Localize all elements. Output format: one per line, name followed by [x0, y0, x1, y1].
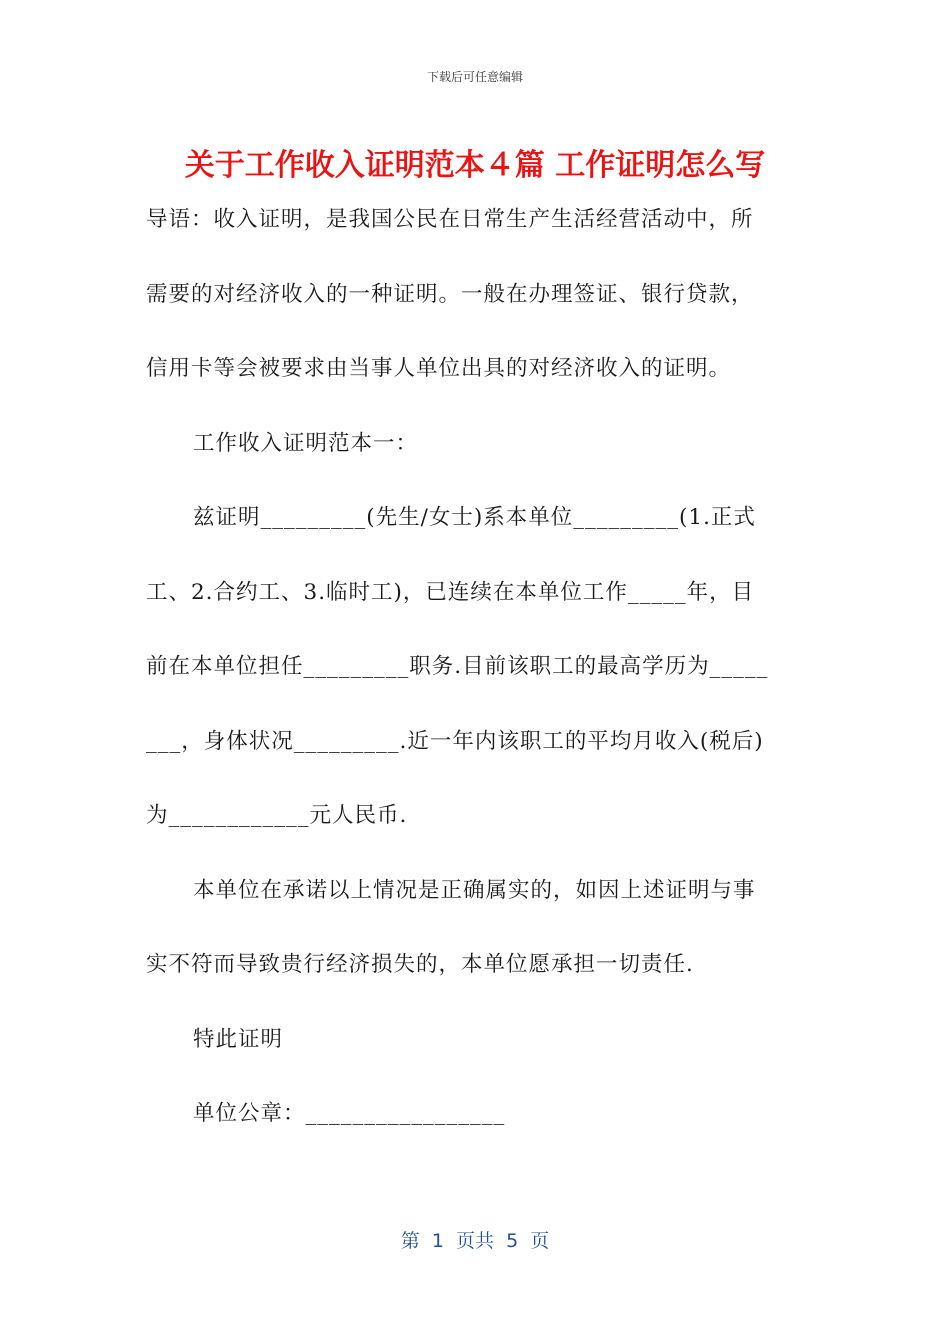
section-heading: 工作收入证明范本一：: [193, 430, 419, 456]
closing-line: 特此证明: [193, 1026, 284, 1052]
paragraph-line: 兹证明_________(先生/女士)系本单位_________(1.正式: [193, 505, 756, 530]
download-note: 下载后可任意编辑: [426, 70, 523, 84]
paragraph-line: ___，身体状况_________.近一年内该职工的平均月收入(税后): [146, 728, 764, 754]
paragraph-line: 为____________元人民币.: [146, 803, 408, 828]
paragraph-line: 本单位在承诺以上情况是正确属实的，如因上述证明与事: [193, 877, 756, 903]
paragraph-line: 实不符而导致贵行经济损失的，本单位愿承担一切责任.: [146, 952, 694, 977]
paragraph-line: 导语：收入证明，是我国公民在日常生产生活经营活动中，所: [146, 207, 754, 232]
page-number: 第 1 页共 5 页: [400, 1230, 550, 1252]
seal-line: 单位公章：_________________: [193, 1101, 506, 1126]
document-title: 关于工作收入证明范本４篇 工作证明怎么写: [184, 148, 766, 183]
paragraph-line: 需要的对经济收入的一种证明。一般在办理签证、银行贷款，: [146, 281, 754, 307]
paragraph-line: 信用卡等会被要求由当事人单位出具的对经济收入的证明。: [146, 356, 732, 381]
paragraph-line: 工、2.合约工、3.临时工)，已连续在本单位工作_____年，目: [146, 579, 755, 605]
paragraph-line: 前在本单位担任_________职务.目前该职工的最高学历为_____: [146, 654, 769, 679]
document-body: [146, 183, 806, 1152]
